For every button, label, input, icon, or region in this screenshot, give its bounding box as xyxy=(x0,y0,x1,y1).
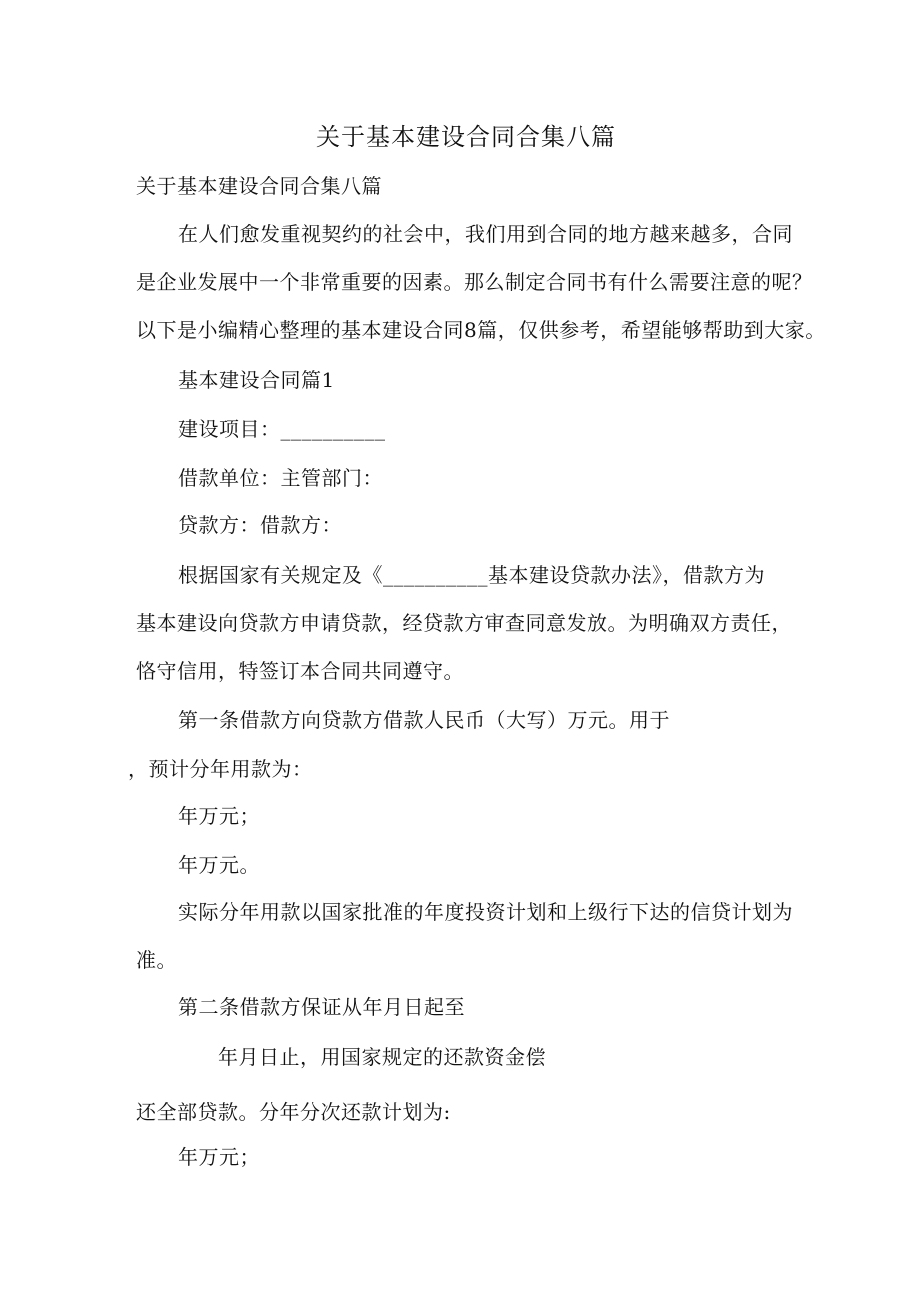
paragraph-line: ，预计分年用款为： xyxy=(128,757,313,781)
document-title: 关于基本建设合同合集八篇 xyxy=(316,123,616,151)
paragraph-line: 年万元； xyxy=(178,804,260,828)
paragraph-line: 以下是小编精心整理的基本建设合同8篇，仅供参考，希望能够帮助到大家。 xyxy=(136,318,826,342)
document-subtitle: 关于基本建设合同合集八篇 xyxy=(136,174,382,198)
paragraph-line: 年月日止，用国家规定的还款资金偿 xyxy=(218,1045,546,1069)
paragraph-line: 第二条借款方保证从年月日起至 xyxy=(178,995,465,1019)
field-line: 建设项目：__________ xyxy=(178,417,386,441)
paragraph-line: 基本建设向贷款方申请贷款，经贷款方审查同意发放。为明确双方责任， xyxy=(136,611,792,635)
paragraph-line: 第一条借款方向贷款方借款人民币（大写）万元。用于 xyxy=(178,708,670,732)
paragraph-line: 在人们愈发重视契约的社会中，我们用到合同的地方越来越多，合同 xyxy=(178,222,793,246)
field-line: 贷款方：借款方： xyxy=(178,513,342,537)
paragraph-line: 实际分年用款以国家批准的年度投资计划和上级行下达的信贷计划为 xyxy=(178,900,793,924)
paragraph-line: 准。 xyxy=(136,948,177,972)
paragraph-line: 还全部贷款。分年分次还款计划为: xyxy=(136,1100,451,1124)
field-line: 借款单位：主管部门： xyxy=(178,466,383,490)
paragraph-line: 根据国家有关规定及《__________基本建设贷款办法》，借款方为 xyxy=(178,563,765,587)
paragraph-line: 年万元。 xyxy=(178,853,260,877)
section-heading: 基本建设合同篇1 xyxy=(178,368,335,392)
paragraph-line: 恪守信用，特签订本合同共同遵守。 xyxy=(136,659,464,683)
paragraph-line: 年万元； xyxy=(178,1145,260,1169)
paragraph-line: 是企业发展中一个非常重要的因素。那么制定合同书有什么需要注意的呢？ xyxy=(136,270,813,294)
